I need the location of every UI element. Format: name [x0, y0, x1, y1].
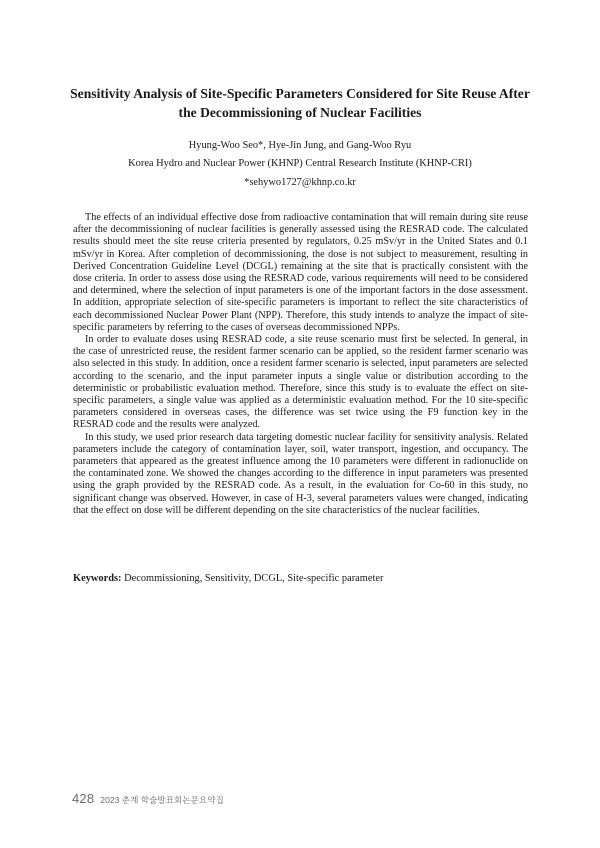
keywords-label: Keywords:: [73, 573, 122, 584]
abstract-paragraph-3: In this study, we used prior research data targeting domestic nuclear facility for sensitivity analysis. Related parameters include the category of contamination layer, soil, water transport, ingestion, and occupancy. The parameters that appeared as the greatest influence among the 10 parameters were different in radionuclide on the contaminated zone. We showed the changes according to the difference in input parameters was presented using the graph provided by the RESRAD code. As a result, in the evaluation for Co-60 in this study, no significant change was observed. However, in case of H-3, several parameters values were changed, indicating that the effect on dose will be different depending on the site characteristics of the nuclear facilities.: [73, 431, 528, 516]
paper-title: [60, 84, 540, 122]
page-footer: [72, 790, 372, 808]
keywords-line: [73, 572, 528, 585]
title-line-2: the Decommissioning of Nuclear Facilities: [178, 105, 422, 120]
corresponding-email: *sehywo1727@khnp.co.kr: [244, 177, 356, 188]
page-number: 428: [72, 791, 95, 806]
keywords-text: Decommissioning, Sensitivity, DCGL, Site-specific parameter: [124, 573, 384, 584]
abstract-paragraph-1: The effects of an individual effective dose from radioactive contamination that will remain during site reuse after the decommissioning of nuclear facilities is generally assessed using the RESRAD code. The calculated results should meet the site reuse criteria presented by regulators, 0.25 mSv/yr in the United States and 0.1 mSv/yr in Korea. After completion of decommissioning, the dose is not subject to measurement, resulting in Derived Concentration Guideline Level (DCGL) remaining at the site that is practically consistent with the dose criteria. In order to assess dose using the RESRAD code, various requirements will need to be considered and determined, where the selection of input parameters is one of the important factors in the dose assessment. In addition, appropriate selection of site-specific parameters is important to reflect the site characteristics of each decommissioned Nuclear Power Plant (NPP). Therefore, this study intends to analyze the impact of site-specific parameters by referring to the cases of overseas decommissioned NPPs.: [73, 212, 528, 333]
abstract-body: [73, 212, 528, 517]
author-list: Hyung-Woo Seo*, Hye-Jin Jung, and Gang-Woo Ryu: [188, 140, 412, 151]
affiliation: Korea Hydro and Nuclear Power (KHNP) Central Research Institute (KHNP-CRI): [128, 158, 472, 169]
title-line-1: Sensitivity Analysis of Site-Specific Parameters Considered for Site Reuse After: [70, 86, 530, 101]
proceedings-title: 2023 춘계 학술발표회논문요약집: [100, 795, 224, 805]
abstract-paragraph-2: In order to evaluate doses using RESRAD code, a site reuse scenario must first be selected. In general, in the case of unrestricted reuse, the resident farmer scenario can be applied, so the resident farmer scenario was also selected in this study. In addition, once a resident farmer scenario is selected, input parameters are selected according to the scenario, and the input parameter inputs a single value or distribution according to the deterministic or probabilistic evaluation method. Therefore, since this study is to evaluate the effect on site-specific parameters, a single value was applied as a deterministic evaluation method. For the 10 site-specific parameters considered in overseas cases, the difference was set twice using the F9 function key in the RESRAD code and the results were analyzed.: [73, 334, 528, 431]
